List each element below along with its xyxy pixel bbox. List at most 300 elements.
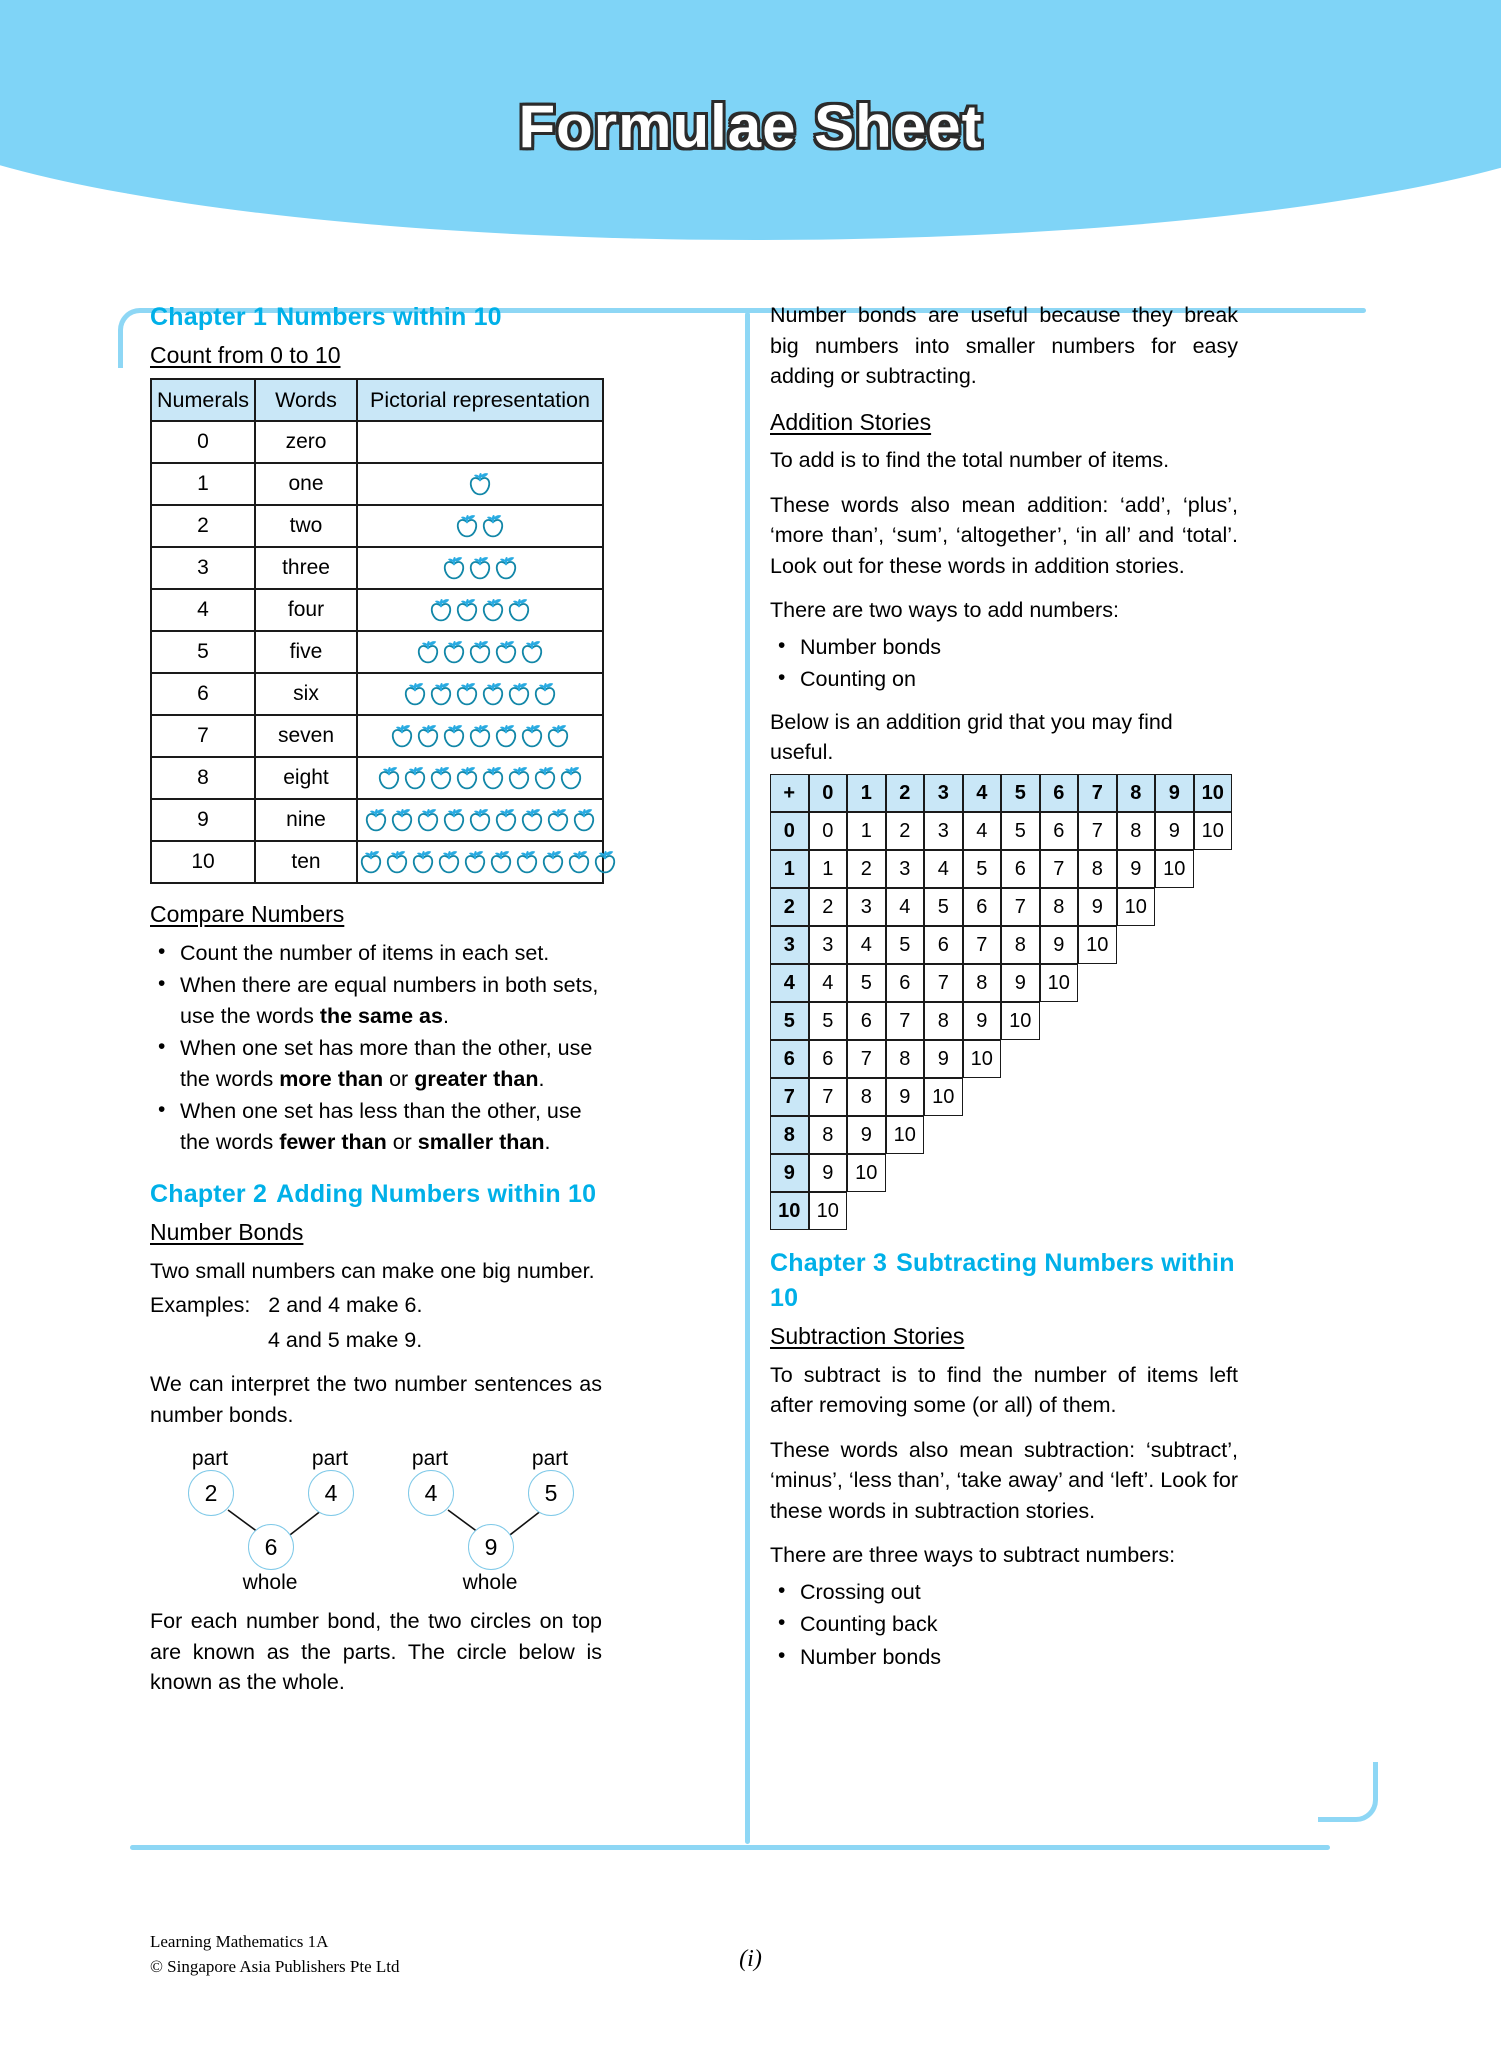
numeral-cell: 9 [151, 799, 255, 841]
chapter-1-heading [150, 300, 602, 336]
addition-grid-cell: 9 [847, 1116, 886, 1154]
numerals-table [150, 378, 604, 884]
apple-icon [480, 597, 506, 624]
addition-grid-empty-cell [1078, 1116, 1117, 1154]
pictorial-cell [357, 463, 603, 505]
addition-grid-empty-cell [1194, 850, 1233, 888]
apple-icon [480, 765, 506, 792]
addition-grid-cell: 9 [1117, 850, 1156, 888]
addition-grid-empty-cell [1117, 1040, 1156, 1078]
addition-grid-cell: 6 [924, 926, 963, 964]
addition-grid-row-header: 1 [770, 850, 809, 888]
apple-icon [363, 807, 389, 834]
apple-icon [566, 849, 592, 876]
numerals-table-header-row [151, 379, 603, 421]
addition-grid-empty-cell [1155, 1040, 1194, 1078]
addition-words-text: These words also mean addition: ‘add’, ‘plus’, ‘more than’, ‘sum’, ‘altogether’, ‘in all’ and ‘total’. Look out for these words in addition stories. [770, 492, 1238, 578]
bond-part-right-label: part [531, 1447, 569, 1471]
addition-grid-empty-cell [1155, 1192, 1194, 1230]
bonds-example-label: Examples: [150, 1293, 251, 1318]
table-row [151, 589, 603, 631]
apple-icon [441, 807, 467, 834]
word-cell: five [255, 631, 357, 673]
addition-grid-cell: 2 [847, 850, 886, 888]
addition-grid-cell: 4 [886, 888, 925, 926]
addition-grid-cell: 7 [809, 1078, 848, 1116]
numeral-cell: 5 [151, 631, 255, 673]
compare-numbers-heading: Compare Numbers [150, 901, 345, 928]
apple-icon [467, 471, 493, 498]
addition-grid-cell: 3 [847, 888, 886, 926]
addition-grid-cell: 0 [809, 812, 848, 850]
apple-icon [415, 723, 441, 750]
addition-grid-col-header: 5 [1001, 774, 1040, 812]
apple-group [358, 471, 602, 498]
addition-grid-empty-cell [1078, 1192, 1117, 1230]
addition-grid-empty-cell [1194, 1116, 1233, 1154]
addition-grid-empty-cell [1040, 1116, 1079, 1154]
pictorial-cell [357, 589, 603, 631]
apple-icon [480, 681, 506, 708]
subtraction-stories-heading: Subtraction Stories [770, 1322, 965, 1349]
word-cell: four [255, 589, 357, 631]
list-item: • Number bonds [770, 632, 1238, 663]
addition-grid-header-row [770, 774, 1232, 812]
apple-icon [384, 849, 410, 876]
bond-part-right-label: part [311, 1447, 349, 1471]
addition-grid-empty-cell [1155, 964, 1194, 1002]
bond-part-left-value: 4 [408, 1470, 454, 1516]
addition-grid-row [770, 850, 1232, 888]
addition-grid-cell: 4 [847, 926, 886, 964]
addition-grid-cell: 7 [924, 964, 963, 1002]
addition-grid-cell: 10 [1117, 888, 1156, 926]
addition-grid-empty-cell [1117, 1078, 1156, 1116]
table-row [151, 673, 603, 715]
apple-icon [592, 849, 618, 876]
apple-icon [519, 639, 545, 666]
apple-icon [402, 765, 428, 792]
addition-grid-empty-cell [1040, 1078, 1079, 1116]
chapter-2-number: Chapter 2 [150, 1180, 268, 1209]
apple-icon [436, 849, 462, 876]
words-col-header: Words [255, 379, 357, 421]
pictorial-cell [357, 547, 603, 589]
numeral-cell: 10 [151, 841, 255, 883]
bond-whole-label: whole [462, 1571, 518, 1595]
number-bond-diagram [400, 1444, 590, 1594]
apple-icon [493, 807, 519, 834]
bond-whole-value: 6 [248, 1524, 294, 1570]
apple-icon [519, 723, 545, 750]
apple-icon [545, 807, 571, 834]
numeral-cell: 8 [151, 757, 255, 799]
word-cell: one [255, 463, 357, 505]
addition-grid-row [770, 1002, 1232, 1040]
addition-grid-row-header: 3 [770, 926, 809, 964]
list-item: • When one set has less than the other, use the words fewer than or smaller than. [150, 1096, 602, 1157]
addition-grid-row [770, 1040, 1232, 1078]
table-row [151, 463, 603, 505]
addition-grid-row-header: 6 [770, 1040, 809, 1078]
bonds-example-2 [150, 1325, 602, 1356]
addition-grid-cell: 5 [847, 964, 886, 1002]
apple-icon [415, 807, 441, 834]
addition-grid-empty-cell [1001, 1154, 1040, 1192]
bonds-example-1 [150, 1290, 602, 1321]
addition-grid-row [770, 1078, 1232, 1116]
addition-grid-cell: 10 [1194, 812, 1233, 850]
addition-grid-body [770, 774, 1232, 1230]
addition-grid-empty-cell [1194, 926, 1233, 964]
addition-grid-cell: 2 [809, 888, 848, 926]
table-row [151, 547, 603, 589]
addition-grid-col-header: 10 [1194, 774, 1233, 812]
addition-grid-empty-cell [1117, 1002, 1156, 1040]
apple-icon [402, 681, 428, 708]
apple-group [358, 597, 602, 624]
three-ways-list [770, 1577, 1238, 1673]
addition-grid-empty-cell [1155, 888, 1194, 926]
bond-whole-value: 9 [468, 1524, 514, 1570]
subtraction-line-1: To subtract is to find the number of items left after removing some (or all) of them. [770, 1362, 1238, 1418]
addition-grid-cell: 6 [847, 1002, 886, 1040]
addition-grid-empty-cell [1078, 1002, 1117, 1040]
chapter-3-number: Chapter 3 [770, 1248, 888, 1277]
addition-grid-empty-cell [1194, 964, 1233, 1002]
addition-grid-cell: 8 [1040, 888, 1079, 926]
chapter-2-title: Adding Numbers within 10 [276, 1180, 597, 1209]
bond-part-left-label: part [411, 1447, 449, 1471]
addition-grid-cell: 10 [886, 1116, 925, 1154]
addition-grid-cell: 3 [809, 926, 848, 964]
pictorial-cell [357, 505, 603, 547]
addition-grid-cell: 9 [1001, 964, 1040, 1002]
addition-grid-cell: 7 [886, 1002, 925, 1040]
word-cell: three [255, 547, 357, 589]
page-content [0, 300, 1501, 1900]
addition-grid-empty-cell [1155, 1154, 1194, 1192]
table-row [151, 421, 603, 463]
addition-grid-empty-cell [1040, 1002, 1079, 1040]
apple-group [358, 513, 602, 540]
pictorial-cell [357, 715, 603, 757]
apple-icon [358, 849, 384, 876]
apple-icon [428, 597, 454, 624]
addition-grid-col-header: 2 [886, 774, 925, 812]
addition-grid-empty-cell [886, 1192, 925, 1230]
addition-grid-empty-cell [1117, 926, 1156, 964]
addition-grid-empty-cell [924, 1154, 963, 1192]
addition-grid-cell: 7 [1078, 812, 1117, 850]
apple-icon [480, 513, 506, 540]
addition-grid-cell: 3 [886, 850, 925, 888]
apple-icon [493, 723, 519, 750]
addition-grid-cell: 9 [963, 1002, 1002, 1040]
list-item: • When one set has more than the other, use the words more than or greater than. [150, 1033, 602, 1094]
apple-group [358, 639, 602, 666]
table-row [151, 757, 603, 799]
bonds-example-2-text: 4 and 5 make 9. [268, 1327, 423, 1352]
addition-grid-empty-cell [963, 1116, 1002, 1154]
apple-icon [506, 597, 532, 624]
addition-grid-col-header: 3 [924, 774, 963, 812]
addition-grid-empty-cell [1194, 888, 1233, 926]
addition-grid-empty-cell [963, 1154, 1002, 1192]
bond-part-left-value: 2 [188, 1470, 234, 1516]
chapter-3-heading [770, 1246, 1238, 1317]
table-row [151, 841, 603, 883]
numerals-table-body [151, 421, 603, 883]
apple-icon [467, 555, 493, 582]
apple-icon [506, 681, 532, 708]
numeral-cell: 3 [151, 547, 255, 589]
addition-grid-cell: 10 [1155, 850, 1194, 888]
addition-grid-cell: 3 [924, 812, 963, 850]
addition-grid-empty-cell [1078, 1154, 1117, 1192]
addition-grid-cell: 5 [963, 850, 1002, 888]
apple-group [358, 723, 602, 750]
table-row [151, 631, 603, 673]
addition-grid-empty-cell [924, 1192, 963, 1230]
addition-grid-empty-cell [1155, 1078, 1194, 1116]
addition-grid-cell: 5 [1001, 812, 1040, 850]
numeral-cell: 7 [151, 715, 255, 757]
addition-grid-row [770, 926, 1232, 964]
addition-grid-cell: 8 [1001, 926, 1040, 964]
addition-grid-cell: 4 [963, 812, 1002, 850]
two-ways-text: There are two ways to add numbers: [770, 598, 1119, 623]
apple-icon [506, 765, 532, 792]
page-header-banner [0, 0, 1501, 260]
page-title: Formulae Sheet [518, 93, 983, 160]
addition-grid-cell: 10 [809, 1192, 848, 1230]
left-column [150, 300, 602, 1712]
apple-icon [410, 849, 436, 876]
addition-grid-cell: 4 [924, 850, 963, 888]
addition-grid-col-header: 0 [809, 774, 848, 812]
apple-group [358, 681, 602, 708]
addition-grid-empty-cell [963, 1192, 1002, 1230]
pictorial-cell [357, 673, 603, 715]
numeral-cell: 4 [151, 589, 255, 631]
apple-icon [441, 555, 467, 582]
apple-group [358, 555, 602, 582]
apple-icon [462, 849, 488, 876]
list-item: • Number bonds [770, 1642, 1238, 1673]
addition-grid-corner: + [770, 774, 809, 812]
addition-grid-empty-cell [1001, 1078, 1040, 1116]
apple-group [358, 849, 602, 876]
addition-grid-row-header: 5 [770, 1002, 809, 1040]
addition-grid-row [770, 1116, 1232, 1154]
pictorial-cell [357, 631, 603, 673]
numerals-col-header: Numerals [151, 379, 255, 421]
addition-grid-empty-cell [1155, 1002, 1194, 1040]
addition-grid-empty-cell [1194, 1002, 1233, 1040]
addition-grid-cell: 8 [809, 1116, 848, 1154]
bond-part-left-label: part [191, 1447, 229, 1471]
numeral-cell: 1 [151, 463, 255, 505]
word-cell: two [255, 505, 357, 547]
addition-grid-cell: 10 [963, 1040, 1002, 1078]
pictorial-cell [357, 757, 603, 799]
addition-grid-empty-cell [963, 1078, 1002, 1116]
apple-icon [514, 849, 540, 876]
pictorial-cell [357, 841, 603, 883]
addition-grid-empty-cell [1001, 1040, 1040, 1078]
apple-icon [467, 807, 493, 834]
apple-icon [493, 639, 519, 666]
apple-icon [467, 639, 493, 666]
list-item: • When there are equal numbers in both sets, use the words the same as. [150, 970, 602, 1031]
addition-grid-cell: 5 [886, 926, 925, 964]
addition-grid-empty-cell [1117, 1116, 1156, 1154]
apple-icon [532, 765, 558, 792]
addition-grid-row-header: 7 [770, 1078, 809, 1116]
addition-grid-cell: 10 [924, 1078, 963, 1116]
addition-grid-row-header: 8 [770, 1116, 809, 1154]
pictorial-col-header: Pictorial representation [357, 379, 603, 421]
list-item: • Counting on [770, 664, 1238, 695]
two-ways-list [770, 632, 1238, 695]
apple-icon [532, 681, 558, 708]
addition-grid-col-header: 9 [1155, 774, 1194, 812]
addition-grid-row-header: 10 [770, 1192, 809, 1230]
word-cell: ten [255, 841, 357, 883]
addition-grid-empty-cell [1117, 1192, 1156, 1230]
addition-grid-row-header: 2 [770, 888, 809, 926]
apple-icon [415, 639, 441, 666]
bond-part-right-value: 4 [308, 1470, 354, 1516]
addition-grid-cell: 5 [809, 1002, 848, 1040]
list-item: • Counting back [770, 1609, 1238, 1640]
addition-grid-cell: 8 [1078, 850, 1117, 888]
apple-icon [454, 513, 480, 540]
addition-grid-col-header: 4 [963, 774, 1002, 812]
apple-group [358, 807, 602, 834]
addition-grid-col-header: 6 [1040, 774, 1079, 812]
bond-whole-label: whole [242, 1571, 298, 1595]
addition-grid-cell: 9 [1155, 812, 1194, 850]
addition-grid-cell: 6 [1001, 850, 1040, 888]
addition-grid-cell: 6 [886, 964, 925, 1002]
apple-icon [467, 723, 493, 750]
addition-grid-cell: 2 [886, 812, 925, 850]
apple-icon [488, 849, 514, 876]
number-bond-diagrams [180, 1444, 602, 1594]
page-number: (i) [739, 1946, 762, 1972]
addition-grid-empty-cell [1117, 964, 1156, 1002]
bond-part-right-value: 5 [528, 1470, 574, 1516]
addition-grid-empty-cell [847, 1192, 886, 1230]
addition-grid-row [770, 1192, 1232, 1230]
number-bond-diagram [180, 1444, 370, 1594]
addition-grid-row [770, 888, 1232, 926]
apple-icon [389, 807, 415, 834]
addition-grid-empty-cell [1001, 1116, 1040, 1154]
addition-grid-row [770, 812, 1232, 850]
table-row [151, 715, 603, 757]
addition-grid-col-header: 8 [1117, 774, 1156, 812]
word-cell: nine [255, 799, 357, 841]
bonds-interpret-text: We can interpret the two number sentences as number bonds. [150, 1372, 602, 1427]
apple-icon [454, 597, 480, 624]
addition-grid-cell: 6 [963, 888, 1002, 926]
addition-grid-cell: 9 [924, 1040, 963, 1078]
apple-icon [493, 555, 519, 582]
addition-grid-cell: 8 [886, 1040, 925, 1078]
addition-grid-cell: 10 [847, 1154, 886, 1192]
footer-book-title: Learning Mathematics 1A [150, 1932, 329, 1951]
chapter-1-title: Numbers within 10 [276, 303, 502, 331]
numeral-cell: 2 [151, 505, 255, 547]
addition-grid-row [770, 1154, 1232, 1192]
addition-grid-row-header: 9 [770, 1154, 809, 1192]
apple-icon [428, 765, 454, 792]
addition-grid-cell: 6 [1040, 812, 1079, 850]
apple-icon [558, 765, 584, 792]
addition-grid-cell: 5 [924, 888, 963, 926]
number-bonds-intro: Number bonds are useful because they break big numbers into smaller numbers for easy adding or subtracting. [770, 303, 1238, 389]
addition-grid-cell: 1 [809, 850, 848, 888]
chapter-2-heading [150, 1177, 602, 1213]
addition-grid-empty-cell [1117, 1154, 1156, 1192]
bonds-example-1-text: 2 and 4 make 6. [268, 1293, 423, 1318]
numeral-cell: 6 [151, 673, 255, 715]
addition-grid-cell: 8 [963, 964, 1002, 1002]
bonds-closing-text: For each number bond, the two circles on top are known as the parts. The circle below is known as the whole. [150, 1609, 602, 1695]
addition-grid-cell: 1 [847, 812, 886, 850]
pictorial-cell [357, 799, 603, 841]
list-item: • Count the number of items in each set. [150, 938, 602, 969]
addition-grid-cell: 8 [847, 1078, 886, 1116]
addition-grid-empty-cell [1040, 1040, 1079, 1078]
addition-grid-empty-cell [1078, 1040, 1117, 1078]
addition-grid-cell: 10 [1040, 964, 1079, 1002]
addition-grid-empty-cell [886, 1154, 925, 1192]
addition-grid [770, 774, 1232, 1230]
addition-stories-heading: Addition Stories [770, 408, 932, 435]
number-bonds-heading: Number Bonds [150, 1218, 304, 1245]
addition-grid-row-header: 4 [770, 964, 809, 1002]
bonds-line-1: Two small numbers can make one big number. [150, 1258, 595, 1283]
addition-grid-col-header: 1 [847, 774, 886, 812]
addition-grid-row-header: 0 [770, 812, 809, 850]
addition-grid-cell: 10 [1001, 1002, 1040, 1040]
right-column [770, 300, 1238, 1684]
addition-grid-cell: 9 [809, 1154, 848, 1192]
list-item: • Crossing out [770, 1577, 1238, 1608]
apple-icon [441, 639, 467, 666]
table-row [151, 799, 603, 841]
footer-copyright: © Singapore Asia Publishers Pte Ltd [150, 1956, 400, 1976]
apple-icon [519, 807, 545, 834]
addition-grid-cell: 6 [809, 1040, 848, 1078]
addition-grid-empty-cell [1194, 1040, 1233, 1078]
table-row [151, 505, 603, 547]
addition-grid-cell: 10 [1078, 926, 1117, 964]
addition-line-1: To add is to find the total number of items. [770, 448, 1170, 473]
apple-icon [389, 723, 415, 750]
chapter-1-number: Chapter 1 [150, 303, 268, 331]
addition-grid-empty-cell [1040, 1192, 1079, 1230]
addition-grid-empty-cell [924, 1116, 963, 1154]
apple-icon [454, 765, 480, 792]
addition-grid-cell: 9 [886, 1078, 925, 1116]
addition-grid-empty-cell [1194, 1154, 1233, 1192]
addition-grid-cell: 7 [847, 1040, 886, 1078]
